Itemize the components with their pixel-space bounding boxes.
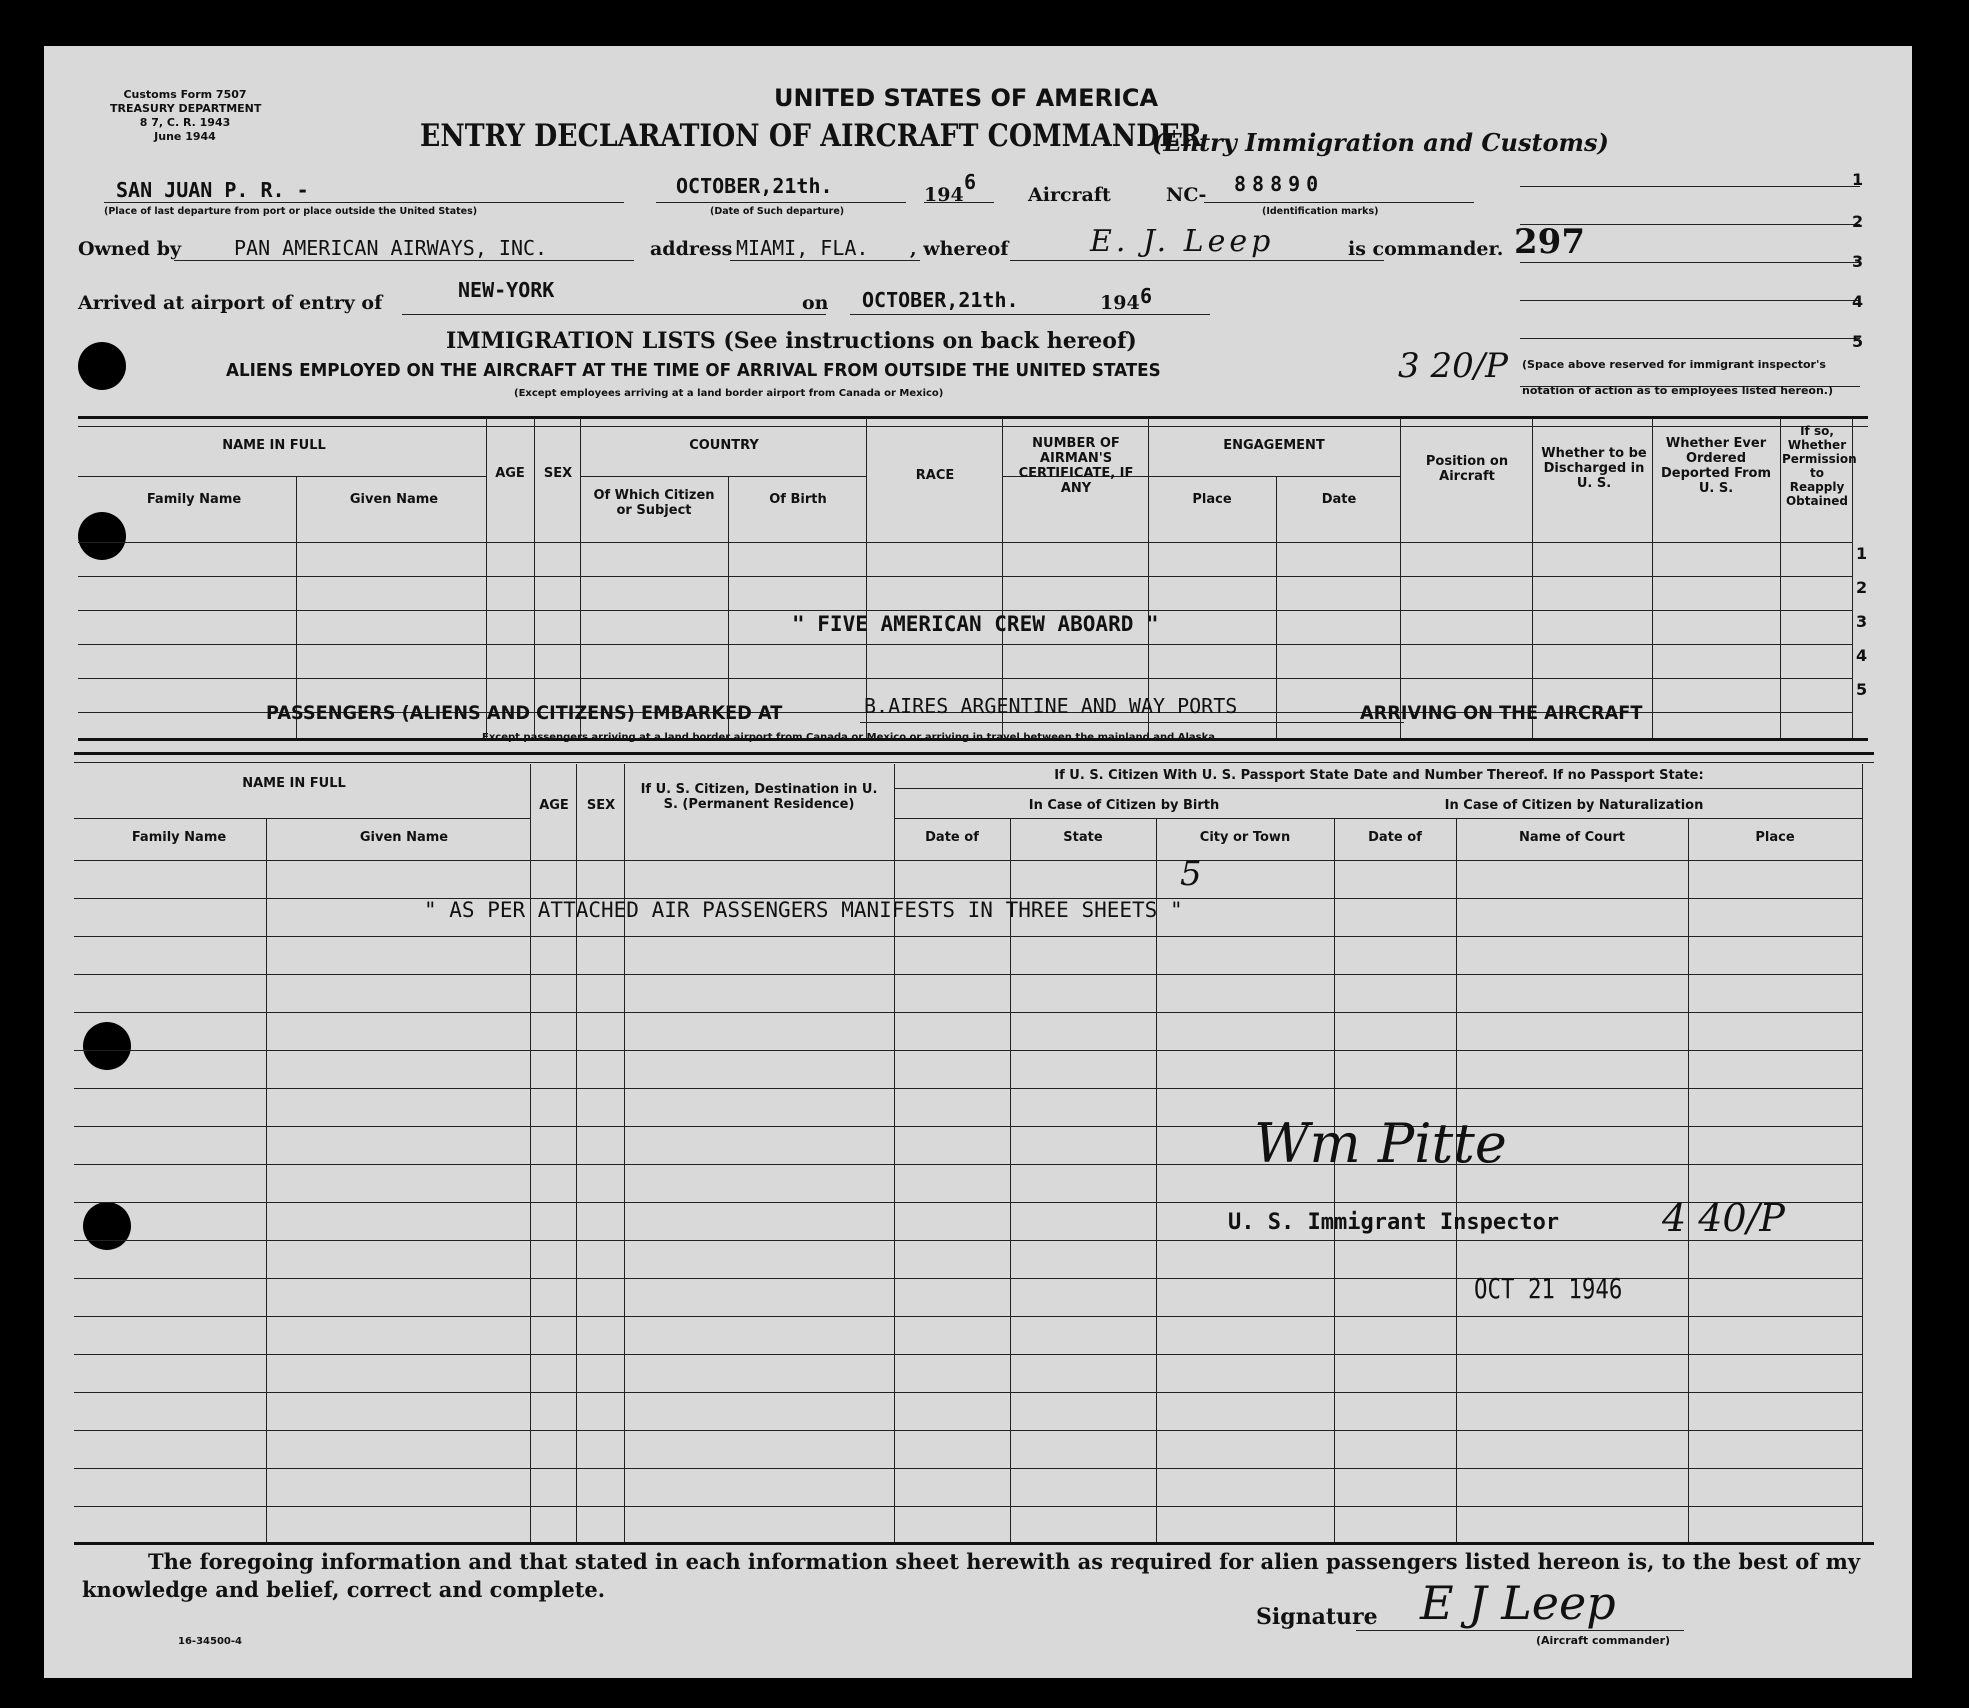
arrival-date: OCTOBER,21th. [862, 288, 1019, 312]
pass-header-date-of-nat: Date of [1368, 830, 1422, 845]
aliens-subheading: (Except employees arriving at a land border airport from Canada or Mexico) [514, 388, 944, 399]
crew-header-name: NAME IN FULL [222, 438, 326, 453]
arrival-year: 194 [1100, 292, 1140, 314]
form-date: June 1944 [154, 130, 216, 143]
crew-header-age: AGE [495, 466, 525, 481]
passengers-subheading: Except passengers arriving at a land border airport from Canada or Mexico or arriving in travel between the mainland and Alaska. [482, 732, 1219, 743]
inspector-signature: Wm Pitte [1254, 1112, 1507, 1175]
pass-header-age: AGE [539, 798, 569, 813]
punch-hole [83, 1202, 131, 1250]
pass-header-by-nat: In Case of Citizen by Naturalization [1444, 798, 1704, 813]
passengers-heading-end: ARRIVING ON THE AIRCRAFT [1360, 702, 1643, 724]
crew-header-permission: If so, Whether Permission to Reapply Obtained [1782, 424, 1857, 508]
crew-header-date: Date [1321, 492, 1357, 507]
inspector-notation-handwritten: 3 20/P [1398, 346, 1509, 386]
departure-year-digit: 6 [964, 170, 977, 194]
owned-by-label: Owned by [78, 238, 182, 260]
form-code: 16-34500-4 [178, 1636, 242, 1647]
passengers-entry: " AS PER ATTACHED AIR PASSENGERS MANIFESTS IN THREE SHEETS " [424, 898, 1183, 922]
pass-header-state: State [1063, 830, 1103, 845]
date-stamp: OCT 21 1946 [1474, 1272, 1623, 1305]
punch-hole [78, 512, 126, 560]
crew-header-airman: NUMBER OF AIRMAN'S CERTIFICATE, IF ANY [1018, 436, 1134, 496]
page-subtitle: (Entry Immigration and Customs) [1152, 128, 1609, 157]
crew-header-discharged: Whether to be Discharged in U. S. [1541, 446, 1647, 491]
punch-hole [78, 342, 126, 390]
arrived-label: Arrived at airport of entry of [78, 292, 383, 314]
crew-header-citizen: Of Which Citizen or Subject [593, 488, 715, 518]
aircraft-number: 88890 [1234, 172, 1325, 196]
crew-row-number: 3 [1856, 612, 1868, 631]
aircraft-label: Aircraft [1028, 184, 1111, 206]
crew-header-birth: Of Birth [769, 492, 827, 507]
crew-row-number: 2 [1856, 578, 1868, 597]
crew-header-family: Family Name [146, 492, 242, 507]
passengers-heading-start: PASSENGERS (ALIENS AND CITIZENS) EMBARKED AT [266, 702, 783, 724]
immigration-title: IMMIGRATION LISTS (See instructions on back hereof) [446, 328, 1137, 354]
crew-header-engagement: ENGAGEMENT [1223, 438, 1325, 453]
departure-place-caption: (Place of last departure from port or place outside the United States) [104, 206, 478, 217]
side-number: 1 [1852, 170, 1864, 189]
country-title: UNITED STATES OF AMERICA [774, 84, 1159, 112]
arrival-on-label: on [802, 292, 829, 314]
pass-header-given: Given Name [359, 830, 449, 845]
inspector-space-note: notation of action as to employees listed hereon.) [1522, 384, 1833, 397]
crew-header-sex: SEX [543, 466, 573, 481]
pass-header-court: Name of Court [1518, 830, 1625, 845]
embarked-port: B.AIRES ARGENTINE AND WAY PORTS [864, 694, 1238, 718]
department: TREASURY DEPARTMENT [110, 102, 262, 115]
punch-hole [83, 1022, 131, 1070]
commander-signature: E J Leep [1420, 1576, 1616, 1630]
inspector-title: U. S. Immigrant Inspector [1228, 1210, 1560, 1235]
side-number: 4 [1852, 292, 1864, 311]
form-number: Customs Form 7507 [123, 88, 247, 101]
pass-header-date-of: Date of [925, 830, 979, 845]
pass-header-passport: If U. S. Citizen With U. S. Passport State Date and Number Thereof. If no Passport State: [1054, 768, 1704, 783]
departure-date-caption: (Date of Such departure) [710, 206, 845, 217]
address-label: address [650, 238, 733, 260]
owner-value: PAN AMERICAN AIRWAYS, INC. [234, 236, 548, 260]
form-sheet [44, 46, 1912, 1678]
crew-header-given: Given Name [349, 492, 439, 507]
aliens-heading: ALIENS EMPLOYED ON THE AIRCRAFT AT THE TIME OF ARRIVAL FROM OUTSIDE THE UNITED STATES [226, 360, 1161, 381]
pass-header-name: NAME IN FULL [242, 776, 346, 791]
crew-row-number: 5 [1856, 680, 1868, 699]
page-title: ENTRY DECLARATION OF AIRCRAFT COMMANDER [420, 118, 1202, 154]
pass-header-destination: If U. S. Citizen, Destination in U. S. (Permanent Residence) [640, 782, 878, 812]
signature-label: Signature [1256, 1604, 1378, 1630]
side-number: 3 [1852, 252, 1864, 271]
departure-place: SAN JUAN P. R. - [116, 178, 309, 202]
crew-header-position: Position on Aircraft [1425, 454, 1509, 484]
crew-row-number: 4 [1856, 646, 1868, 665]
side-number: 2 [1852, 212, 1864, 231]
is-commander-label: is commander. [1348, 238, 1504, 260]
commander-name: E. J. Leep [1090, 224, 1275, 259]
side-number: 5 [1852, 332, 1864, 351]
pass-header-sex: SEX [586, 798, 616, 813]
ident-caption: (Identification marks) [1262, 206, 1379, 217]
cfr-reference: 8 7, C. R. 1943 [139, 116, 231, 129]
whereof-label: , whereof [910, 238, 1009, 260]
crew-header-race: RACE [915, 468, 955, 483]
declaration-text: The foregoing information and that stated in each information sheet herewith as required for alien passengers listed hereon is, to the best of my knowledge and belief, correct and complete. [82, 1549, 1861, 1602]
pass-header-place: Place [1755, 830, 1795, 845]
pass-header-by-birth: In Case of Citizen by Birth [1028, 798, 1220, 813]
departure-year: 194 [924, 184, 964, 206]
pass-header-city: City or Town [1199, 830, 1291, 845]
aircraft-prefix: NC- [1166, 184, 1207, 206]
owner-address: MIAMI, FLA. [736, 236, 869, 260]
crew-header-country: COUNTRY [689, 438, 759, 453]
crew-header-place: Place [1192, 492, 1232, 507]
crew-row-number: 1 [1856, 544, 1868, 563]
inspector-note: 4 40/P [1662, 1196, 1785, 1240]
sheets-correction: 5 [1180, 854, 1202, 894]
crew-header-deported: Whether Ever Ordered Deported From U. S. [1660, 436, 1772, 496]
arrival-place: NEW-YORK [458, 278, 555, 302]
arrival-year-digit: 6 [1140, 284, 1153, 308]
crew-entry: " FIVE AMERICAN CREW ABOARD " [792, 612, 1159, 636]
commander-number-stamp: 297 [1514, 222, 1585, 262]
inspector-space-note: (Space above reserved for immigrant inspector's [1522, 358, 1826, 371]
departure-date: OCTOBER,21th. [676, 174, 833, 198]
signature-caption: (Aircraft commander) [1536, 1634, 1671, 1647]
pass-header-family: Family Name [131, 830, 227, 845]
